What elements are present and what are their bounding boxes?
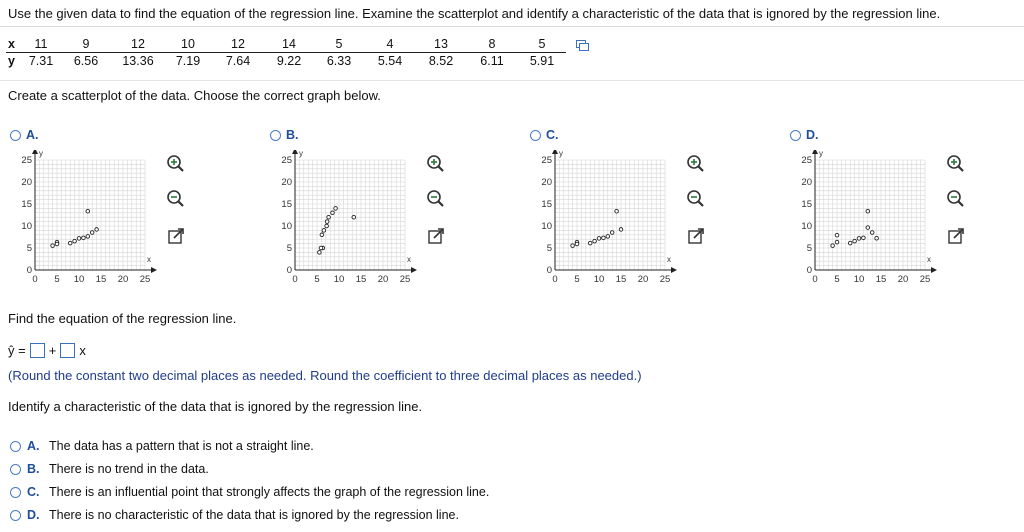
x-tick-label: 15 [615,274,627,285]
y-tick-label: 10 [801,221,812,232]
x-tick-label: 15 [95,274,107,285]
y-tick-label: 0 [806,265,812,276]
y-axis-arrow [32,150,38,154]
y-cell: 7.19 [175,54,201,68]
data-point [848,241,852,245]
data-point [325,220,329,224]
y-tick-label: 15 [541,199,552,210]
answer-option-d[interactable] [10,508,459,522]
x-tick-label: 15 [355,274,367,285]
answer-option-c[interactable] [10,485,489,499]
scatterplot-c [520,150,680,290]
question-text: Use the given data to find the equation of the regression line. Examine the scatterplot and identify a characteristic of the data that is ignored by the regression line. [8,6,941,21]
y-cell: 7.64 [225,54,251,68]
graph-option-a[interactable] [10,128,39,142]
x-tick-label: 20 [897,274,909,285]
y-axis-arrow [552,150,558,154]
option-letter: A. [26,128,39,142]
data-point [51,244,55,248]
x-tick-label: 0 [292,274,298,285]
y-tick-label: 0 [546,265,552,276]
y-tick-label: 15 [801,199,812,210]
coefficient-input[interactable] [60,343,75,358]
answer-letter: A. [27,439,40,453]
y-axis-label: y [39,150,43,158]
y-tick-label: 25 [541,155,552,166]
y-tick-label: 5 [26,243,32,254]
section-divider [0,80,1024,81]
data-point [95,228,99,232]
x-label: x [6,36,22,53]
x-tick-label: 20 [377,274,389,285]
data-point [325,224,329,228]
data-point [619,228,623,232]
x-cell: 10 [164,36,212,53]
data-point [835,233,839,237]
data-point [352,215,356,219]
x-tick-label: 25 [139,274,151,285]
y-cell: 5.54 [377,54,403,68]
x-cell: 12 [212,36,264,53]
x-cell: 9 [60,36,112,53]
data-point [610,231,614,235]
x-tick-label: 25 [659,274,671,285]
x-cell: 13 [416,36,466,53]
answer-text: The data has a pattern that is not a straight line. [49,439,314,453]
answer-option-b[interactable] [10,462,209,476]
x-tick-label: 25 [919,274,931,285]
x-axis-arrow [671,267,677,273]
x-tick-label: 10 [853,274,865,285]
expand-icon[interactable] [686,226,706,246]
data-point [835,240,839,244]
y-tick-label: 5 [286,243,292,254]
data-table [6,36,566,69]
x-tick-label: 0 [812,274,818,285]
radio-answer-a[interactable] [10,441,21,452]
y-tick-label: 10 [21,221,32,232]
radio-answer-b[interactable] [10,464,21,475]
x-tick-label: 0 [552,274,558,285]
answer-letter: B. [27,462,40,476]
x-tick-label: 10 [73,274,85,285]
y-tick-label: 5 [546,243,552,254]
data-point [602,236,606,240]
data-point [319,246,323,250]
characteristic-prompt: Identify a characteristic of the data that is ignored by the regression line. [8,399,423,414]
equation-row [8,343,86,358]
answer-text: There is no trend in the data. [49,462,209,476]
radio-answer-c[interactable] [10,487,21,498]
graph-option-d[interactable] [790,128,819,142]
x-tick-label: 10 [593,274,605,285]
x-cell: 5 [314,36,364,53]
x-axis-label: x [407,255,411,264]
y-label: y [8,54,15,68]
expand-icon[interactable] [946,226,966,246]
y-cell: 5.91 [529,54,555,68]
y-axis-label: y [299,150,303,158]
answer-option-a[interactable] [10,439,314,453]
answer-text: There is no characteristic of the data that is ignored by the regression line. [49,508,459,522]
x-tick-label: 5 [834,274,840,285]
y-tick-label: 20 [801,177,812,188]
data-point [857,237,861,241]
data-point [82,236,86,240]
y-tick-label: 20 [281,177,292,188]
data-point [575,242,579,246]
data-point [73,239,77,243]
option-letter: C. [546,128,559,142]
zoom-out-icon[interactable] [166,189,186,209]
regression-prompt: Find the equation of the regression line. [8,311,237,326]
y-tick-label: 15 [281,199,292,210]
x-tick-label: 25 [399,274,411,285]
answer-letter: D. [27,508,40,522]
y-tick-label: 25 [801,155,812,166]
option-letter: D. [806,128,819,142]
x-axis-label: x [667,255,671,264]
x-axis-arrow [931,267,937,273]
graph-option-b[interactable] [270,128,299,142]
y-tick-label: 20 [21,177,32,188]
data-point [55,242,59,246]
zoom-out-icon[interactable] [686,189,706,209]
data-point [875,236,879,240]
zoom-out-icon[interactable] [426,189,446,209]
option-letter: B. [286,128,299,142]
answer-letter: C. [27,485,40,499]
radio-d[interactable] [790,130,801,141]
y-cell: 6.11 [480,54,504,68]
data-point [588,241,592,245]
y-axis-arrow [292,150,298,154]
x-axis-arrow [411,267,417,273]
radio-b[interactable] [270,130,281,141]
scatterplot-b [260,150,420,290]
equation-var: x [79,343,86,358]
rounding-note: (Round the constant two decimal places as needed. Round the coefficient to three decimal places as needed.) [8,368,642,383]
expand-icon[interactable] [426,226,446,246]
data-point [318,251,322,255]
scatterplot-a [0,150,160,290]
data-point [593,239,597,243]
zoom-in-icon[interactable] [686,154,706,174]
x-tick-label: 15 [875,274,887,285]
y-cell: 9.22 [276,54,302,68]
x-tick-label: 20 [637,274,649,285]
data-point [86,209,90,213]
y-axis-label: y [819,150,823,158]
graph-option-c[interactable] [530,128,559,142]
data-point [866,226,870,230]
y-cell: 13.36 [122,54,154,68]
x-tick-label: 10 [333,274,345,285]
x-cell: 11 [22,36,60,53]
data-point [606,235,610,239]
data-point [331,211,335,215]
data-point [327,215,331,219]
y-tick-label: 0 [286,265,292,276]
data-point [866,209,870,213]
data-point [322,229,326,233]
x-tick-label: 20 [117,274,129,285]
x-axis-label: x [147,255,151,264]
x-axis-label: x [927,255,931,264]
y-cell: 6.33 [326,54,352,68]
x-tick-label: 0 [32,274,38,285]
data-point [334,207,338,211]
x-cell: 12 [112,36,164,53]
data-point [68,241,72,245]
data-point [597,237,601,241]
data-point [320,233,324,237]
y-tick-label: 20 [541,177,552,188]
y-tick-label: 25 [281,155,292,166]
x-cell: 4 [364,36,416,53]
x-tick-label: 5 [314,274,320,285]
y-cell: 6.56 [73,54,99,68]
zoom-in-icon[interactable] [946,154,966,174]
scatter-prompt: Create a scatterplot of the data. Choose the correct graph below. [8,88,381,103]
data-point [615,209,619,213]
y-tick-label: 0 [26,265,32,276]
answer-text: There is an influential point that strongly affects the graph of the regression line. [49,485,490,499]
y-tick-label: 25 [21,155,32,166]
data-point [853,239,857,243]
radio-answer-d[interactable] [10,510,21,521]
data-point [870,231,874,235]
radio-c[interactable] [530,130,541,141]
equation-plus: + [48,343,57,358]
constant-input[interactable] [30,343,45,358]
data-point [862,236,866,240]
y-tick-label: 10 [281,221,292,232]
y-axis-label: y [559,150,563,158]
x-axis-arrow [151,267,157,273]
radio-a[interactable] [10,130,21,141]
equation-lhs: ŷ = [8,343,26,358]
x-cell: 14 [264,36,314,53]
data-point [77,237,81,241]
y-cell: 7.31 [28,54,54,68]
data-point [571,244,575,248]
y-tick-label: 15 [21,199,32,210]
copy-data-icon[interactable] [576,40,589,51]
x-cell: 8 [466,36,518,53]
y-tick-label: 10 [541,221,552,232]
divider [0,26,1024,27]
zoom-in-icon[interactable] [166,154,186,174]
data-point [90,231,94,235]
data-point [86,235,90,239]
y-row [6,53,566,70]
x-tick-label: 5 [54,274,60,285]
scatterplot-d [780,150,940,290]
zoom-in-icon[interactable] [426,154,446,174]
x-row [6,36,566,53]
x-tick-label: 5 [574,274,580,285]
data-point [831,244,835,248]
expand-icon[interactable] [166,226,186,246]
y-cell: 8.52 [428,54,454,68]
zoom-out-icon[interactable] [946,189,966,209]
x-cell: 5 [518,36,566,53]
y-axis-arrow [812,150,818,154]
y-tick-label: 5 [806,243,812,254]
